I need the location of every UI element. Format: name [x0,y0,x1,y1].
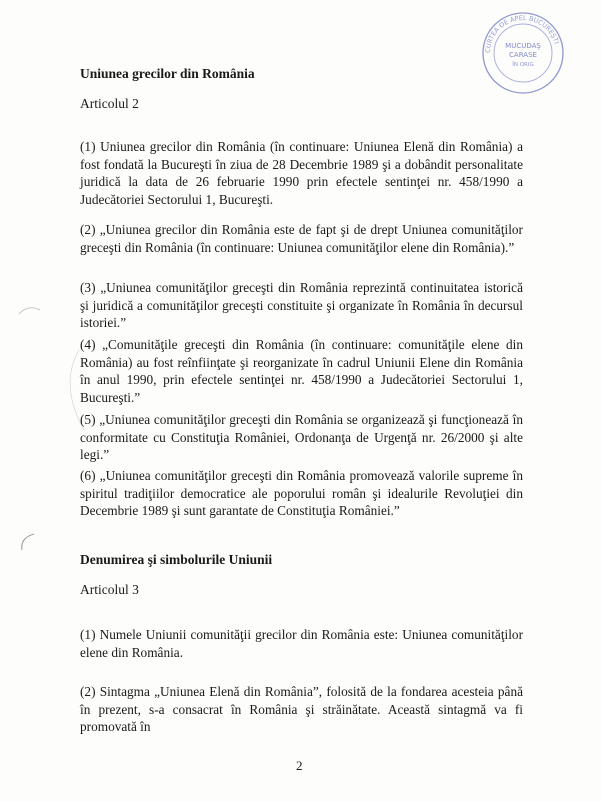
stamp-line-1: MUCUDAŞ [505,42,541,50]
paragraph: (6) „Uniunea comunităţilor greceşti din România promovează valorile supreme în spiritul tradiţiilor democratice ale poporului român şi idealurile Revoluţiei din Decembrie 1989 şi sunt garantate de Constituţia României.” [80,468,523,518]
official-stamp [478,8,568,98]
scan-mark [16,530,40,554]
scan-mark [54,345,94,435]
paragraph: (2) Sintagma „Uniunea Elenă din România”, folosită de la fondarea acesteia până în prezent, s-a consacrat în România şi străinătate. Această sintagmă va fi promovată în [80,684,523,734]
paragraph: (1) Numele Uniunii comunităţii grecilor din România este: Uniunea comunităţilor elene din România. [80,627,523,660]
paragraph: (5) „Uniunea comunităţilor greceşti din România se organizează şi funcţionează în conformitate cu Constituţia României, Ordonanţa de Urgenţă nr. 26/2000 şi alte legi.” [80,412,523,462]
article-label: Articolul 3 [80,582,139,597]
stamp-outer-text: CURTEA DE APEL BUCUREŞTI [483,13,561,54]
scan-mark [16,300,46,320]
section-heading: Uniunea grecilor din România [80,66,255,81]
stamp-line-3: ÎN ORIG [512,62,534,68]
paragraph: (4) „Comunităţile greceşti din România (în continuare: comunităţile elene din România) au fost reînfiinţate şi reorganizate în cadrul Uniunii Elene din România în anul 1990, prin efectele sentinţei nr. 458/1990 a Judecătoriei Sectorului 1, Bucureşti.” [80,337,523,405]
stamp-line-2: CARASE [509,51,537,59]
paragraph: (3) „Uniunea comunităţilor greceşti din România reprezintă continuitatea istorică şi juridică a comunităţilor greceşti constituite şi organizate în România în decursul istoriei.” [80,280,523,330]
paragraph: (1) Uniunea grecilor din România (în continuare: Uniunea Elenă din România) a fost fondată la Bucureşti în ziua de 28 Decembrie 1989 şi a dobândit personalitate juridică la data de 26 februarie 1990 prin efectele sentinţei nr. 458/1990 a Judecătoriei Sectorului 1, Bucureşti. [80,139,523,207]
page-number: 2 [296,758,303,773]
paragraph: (2) „Uniunea grecilor din România este de fapt şi de drept Uniunea comunităţilor greceşti din România (în continuare: Uniunea comunităţilor elene din România).” [80,222,523,255]
section-heading: Denumirea şi simbolurile Uniunii [80,552,273,567]
article-label: Articolul 2 [80,96,139,111]
